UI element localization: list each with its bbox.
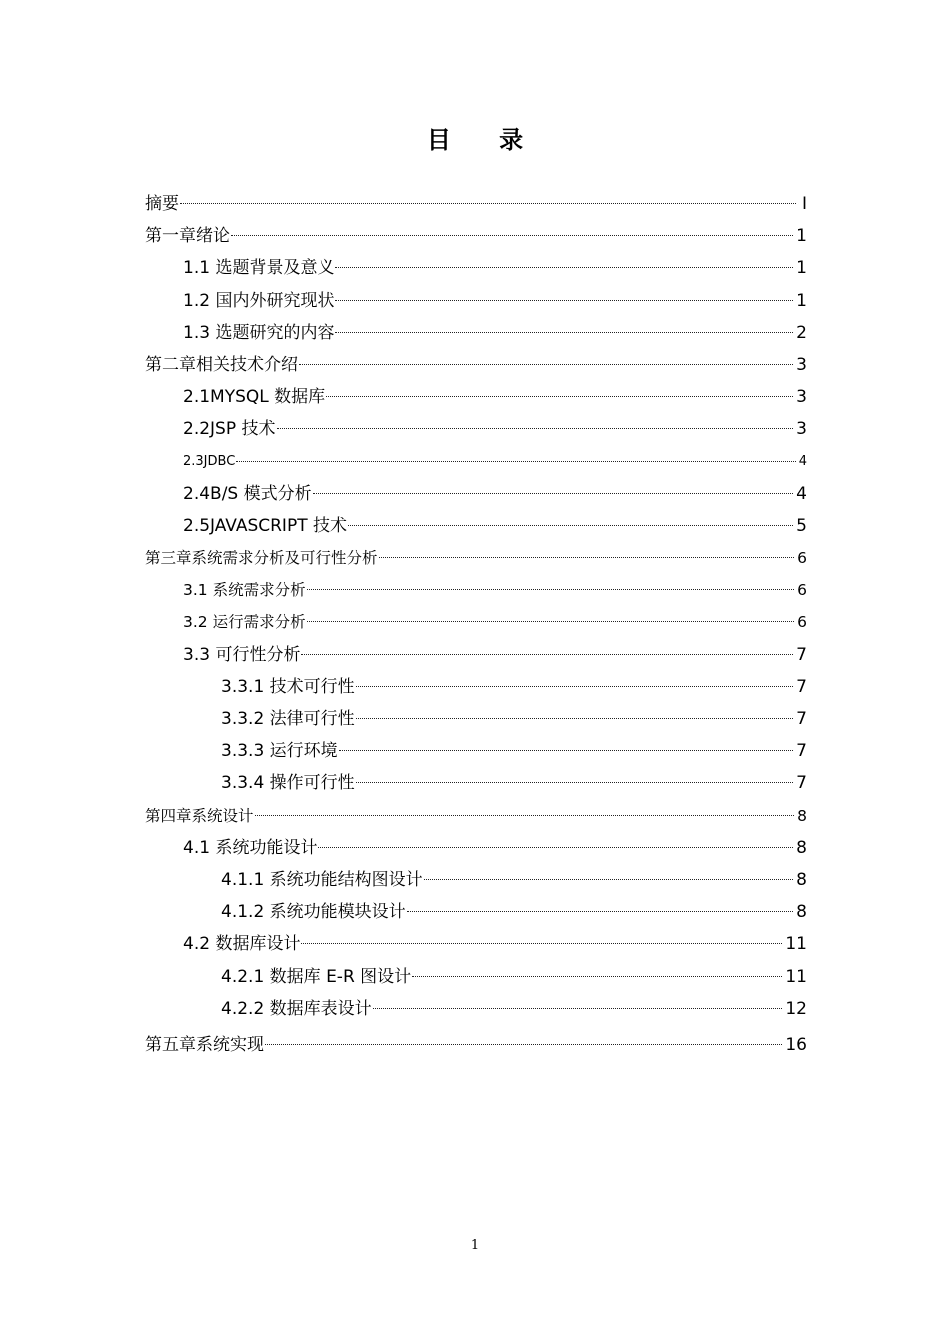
toc-entry-page: 7 (796, 644, 807, 665)
toc-entry[interactable] (145, 478, 807, 510)
toc-entry-page: 7 (796, 773, 807, 794)
toc-entry[interactable] (145, 446, 807, 478)
toc-entry[interactable] (145, 317, 807, 349)
toc-entry-title: 第三章系统需求分析及可行性分析 (145, 549, 378, 568)
toc-entry-page: 7 (796, 709, 807, 729)
toc-dot-leader (379, 557, 795, 558)
toc-entry-page: 6 (797, 613, 807, 632)
toc-entry-page: 1 (796, 258, 807, 279)
toc-entry-title: 第二章相关技术介绍 (145, 354, 298, 375)
toc-entry-page: 7 (796, 676, 807, 697)
toc-entry-title: 2.2JSP 技术 (183, 419, 276, 440)
page-title: 目 录 (426, 126, 544, 154)
toc-entry[interactable] (145, 542, 807, 574)
toc-entry-page: I (801, 194, 807, 214)
toc-dot-leader (265, 1044, 782, 1045)
toc-entry[interactable] (145, 832, 807, 864)
toc-entry[interactable] (145, 510, 807, 542)
toc-entry-title: 1.2 国内外研究现状 (183, 290, 335, 311)
toc-entry-page: 1 (796, 226, 807, 247)
toc-entry-title: 2.5JAVASCRIPT 技术 (183, 515, 347, 536)
toc-dot-leader (313, 493, 794, 494)
toc-entry-page: 5 (796, 515, 807, 536)
toc-entry[interactable] (145, 413, 807, 445)
toc-entry-page: 4 (798, 453, 807, 469)
toc-dot-leader (424, 879, 794, 880)
toc-entry-page: 8 (796, 869, 807, 890)
toc-dot-leader (356, 782, 794, 783)
toc-dot-leader (326, 396, 793, 397)
toc-entry-title: 第五章系统实现 (145, 1034, 264, 1055)
toc-entry[interactable] (145, 961, 807, 993)
toc-dot-leader (231, 235, 793, 236)
toc-entry-page: 12 (785, 998, 807, 1019)
toc-entry-title: 2.4B/S 模式分析 (183, 483, 312, 504)
toc-dot-leader (335, 332, 793, 333)
toc-entry-title: 3.2 运行需求分析 (183, 613, 306, 632)
toc-entry[interactable] (145, 639, 807, 671)
toc-entry-page: 8 (796, 902, 807, 923)
toc-dot-leader (335, 267, 793, 268)
toc-dot-leader (356, 718, 794, 719)
toc-dot-leader (412, 976, 782, 977)
toc-dot-leader (299, 364, 793, 365)
toc-entry-title: 4.2.1 数据库 E-R 图设计 (221, 966, 412, 987)
toc-entry[interactable] (145, 671, 807, 703)
toc-entry-page: 16 (785, 1034, 807, 1055)
toc-entry-page: 11 (785, 934, 807, 955)
toc-entry-title: 3.3.2 法律可行性 (221, 709, 355, 729)
toc-dot-leader (180, 203, 796, 204)
toc-dot-leader (301, 943, 782, 944)
toc-entry[interactable] (145, 252, 807, 284)
toc-dot-leader (301, 654, 793, 655)
toc-dot-leader (339, 750, 794, 751)
toc-entry-title: 第四章系统设计 (145, 806, 254, 825)
toc-dot-leader (277, 428, 794, 429)
table-of-contents (145, 188, 807, 1061)
toc-entry-title: 4.2.2 数据库表设计 (221, 998, 372, 1019)
toc-entry-title: 4.1.2 系统功能模块设计 (221, 902, 406, 923)
toc-entry[interactable] (145, 993, 807, 1025)
toc-entry[interactable] (145, 285, 807, 317)
toc-entry[interactable] (145, 220, 807, 252)
toc-entry-title: 4.1 系统功能设计 (183, 837, 318, 858)
toc-entry-title: 4.1.1 系统功能结构图设计 (221, 869, 423, 890)
toc-entry[interactable] (145, 703, 807, 735)
toc-entry-title: 3.3.4 操作可行性 (221, 773, 355, 794)
toc-entry-title: 摘要 (145, 194, 179, 214)
toc-dot-leader (356, 686, 794, 687)
toc-entry-page: 3 (796, 419, 807, 440)
toc-entry-page: 3 (796, 387, 807, 408)
toc-dot-leader (335, 300, 793, 301)
toc-entry-page: 6 (797, 581, 807, 600)
toc-entry-page: 8 (796, 837, 807, 858)
toc-dot-leader (373, 1008, 783, 1009)
toc-entry-title: 3.3.1 技术可行性 (221, 676, 355, 697)
toc-dot-leader (407, 911, 794, 912)
toc-dot-leader (348, 525, 793, 526)
toc-entry[interactable] (145, 928, 807, 960)
toc-entry-page: 8 (797, 806, 807, 825)
page-number: 1 (470, 1238, 480, 1253)
toc-entry[interactable] (145, 381, 807, 413)
toc-entry-title: 1.3 选题研究的内容 (183, 322, 335, 343)
toc-entry[interactable] (145, 349, 807, 381)
toc-entry-page: 7 (796, 741, 807, 762)
toc-entry[interactable] (145, 574, 807, 606)
toc-entry-page: 3 (796, 354, 807, 375)
toc-entry[interactable] (145, 1029, 807, 1061)
toc-entry-page: 11 (785, 966, 807, 987)
toc-entry[interactable] (145, 864, 807, 896)
toc-dot-leader (307, 589, 795, 590)
toc-entry[interactable] (145, 606, 807, 638)
toc-dot-leader (318, 847, 793, 848)
toc-entry-title: 4.2 数据库设计 (183, 934, 301, 955)
toc-entry[interactable] (145, 767, 807, 799)
toc-entry-page: 6 (797, 549, 807, 568)
toc-entry-title: 1.1 选题背景及意义 (183, 258, 335, 279)
toc-entry[interactable] (145, 800, 807, 832)
toc-entry[interactable] (145, 188, 807, 220)
toc-entry-title: 第一章绪论 (145, 226, 230, 247)
toc-entry-page: 1 (796, 290, 807, 311)
toc-dot-leader (307, 621, 795, 622)
toc-dot-leader (236, 461, 795, 462)
toc-entry-title: 3.3.3 运行环境 (221, 741, 338, 762)
toc-entry[interactable] (145, 735, 807, 767)
toc-entry[interactable] (145, 896, 807, 928)
toc-dot-leader (255, 815, 795, 816)
toc-entry-title: 3.1 系统需求分析 (183, 581, 306, 600)
toc-entry-page: 2 (796, 322, 807, 343)
toc-entry-title: 3.3 可行性分析 (183, 644, 301, 665)
toc-entry-title: 2.3JDBC (183, 453, 236, 469)
toc-entry-title: 2.1MYSQL 数据库 (183, 387, 326, 408)
toc-entry-page: 4 (796, 483, 807, 504)
